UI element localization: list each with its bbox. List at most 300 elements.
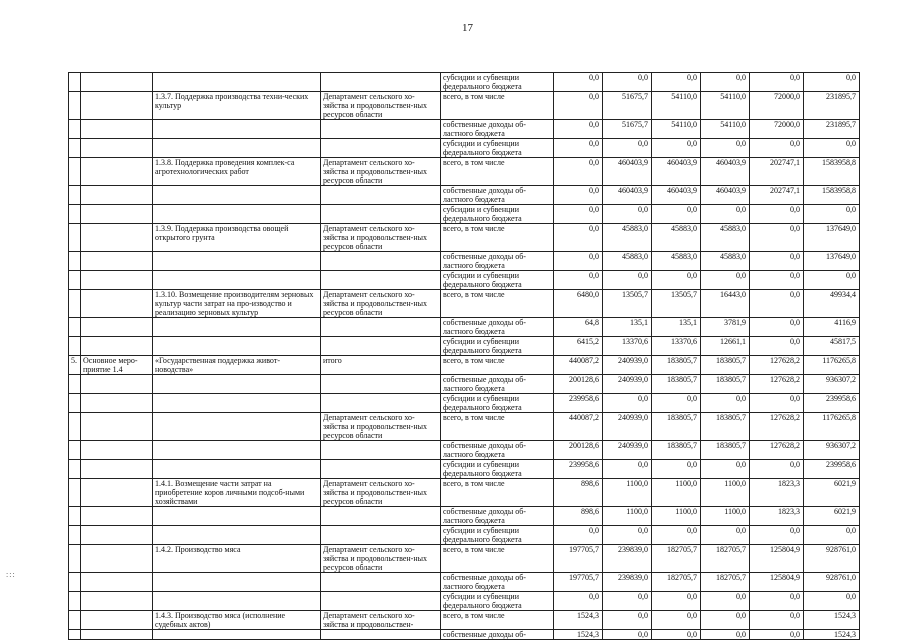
- cell-event: [81, 526, 153, 545]
- cell-total: 231895,7: [804, 120, 860, 139]
- cell-executor: [321, 592, 441, 611]
- cell-num: [69, 479, 81, 507]
- cell-y2023: 202747,1: [750, 186, 804, 205]
- cell-total: 0,0: [804, 139, 860, 158]
- cell-total: 4116,9: [804, 318, 860, 337]
- cell-y2023: 72000,0: [750, 120, 804, 139]
- cell-total: 936307,2: [804, 375, 860, 394]
- table-row: [69, 139, 860, 158]
- cell-measure: [153, 318, 321, 337]
- cell-y2019: 200128,6: [554, 375, 603, 394]
- cell-y2020: 13370,6: [603, 337, 652, 356]
- cell-y2020: 45883,0: [603, 252, 652, 271]
- cell-source: собственные доходы об-ластного бюджета: [441, 318, 554, 337]
- cell-y2022: 183805,7: [701, 441, 750, 460]
- cell-source: собственные доходы об-ластного бюджета: [441, 120, 554, 139]
- cell-y2022: 0,0: [701, 630, 750, 640]
- cell-y2021: 13370,6: [652, 337, 701, 356]
- cell-source: субсидии и субвенции федерального бюджета: [441, 271, 554, 290]
- cell-event: Основное меро-приятие 1.4: [81, 356, 153, 375]
- cell-y2020: 51675,7: [603, 120, 652, 139]
- cell-y2019: 0,0: [554, 252, 603, 271]
- cell-num: 5.: [69, 356, 81, 375]
- cell-executor: Департамент сельского хо-зяйства и продовольствен-ных ресурсов области: [321, 92, 441, 120]
- budget-table: [68, 72, 860, 640]
- cell-measure: [153, 375, 321, 394]
- cell-event: [81, 507, 153, 526]
- cell-y2023: 127628,2: [750, 356, 804, 375]
- cell-y2020: 0,0: [603, 592, 652, 611]
- cell-num: [69, 337, 81, 356]
- cell-total: 239958,6: [804, 460, 860, 479]
- cell-total: 0,0: [804, 526, 860, 545]
- cell-y2021: 0,0: [652, 526, 701, 545]
- cell-y2019: 239958,6: [554, 394, 603, 413]
- cell-y2023: 0,0: [750, 290, 804, 318]
- cell-measure: 1.4.3. Производство мяса (исполнение судебных актов): [153, 611, 321, 630]
- cell-y2023: 0,0: [750, 205, 804, 224]
- cell-y2022: 183805,7: [701, 375, 750, 394]
- cell-y2020: 240939,0: [603, 441, 652, 460]
- cell-y2022: 3781,9: [701, 318, 750, 337]
- cell-num: [69, 375, 81, 394]
- cell-num: [69, 318, 81, 337]
- cell-y2020: 0,0: [603, 394, 652, 413]
- table-row: [69, 394, 860, 413]
- cell-y2020: 240939,0: [603, 375, 652, 394]
- cell-measure: [153, 526, 321, 545]
- table-row: [69, 252, 860, 271]
- cell-num: [69, 92, 81, 120]
- cell-total: 1176265,8: [804, 413, 860, 441]
- cell-total: 1176265,8: [804, 356, 860, 375]
- cell-y2019: 0,0: [554, 139, 603, 158]
- cell-executor: Департамент сельского хо-зяйства и продовольствен-ных ресурсов области: [321, 479, 441, 507]
- cell-executor: [321, 73, 441, 92]
- table-row: [69, 271, 860, 290]
- cell-y2023: 0,0: [750, 252, 804, 271]
- cell-num: [69, 290, 81, 318]
- cell-source: субсидии и субвенции федерального бюджета: [441, 526, 554, 545]
- table-row: [69, 375, 860, 394]
- cell-y2022: 45883,0: [701, 252, 750, 271]
- cell-y2021: 135,1: [652, 318, 701, 337]
- cell-executor: итого: [321, 356, 441, 375]
- cell-y2023: 125804,9: [750, 545, 804, 573]
- cell-measure: 1.4.2. Производство мяса: [153, 545, 321, 573]
- cell-event: [81, 92, 153, 120]
- cell-y2019: 898,6: [554, 507, 603, 526]
- cell-y2019: 1524,3: [554, 630, 603, 640]
- cell-event: [81, 271, 153, 290]
- cell-y2022: 183805,7: [701, 413, 750, 441]
- cell-y2021: 183805,7: [652, 375, 701, 394]
- cell-source: собственные доходы об-ластного бюджета: [441, 507, 554, 526]
- cell-measure: [153, 630, 321, 640]
- cell-measure: 1.3.10. Возмещение производителям зерновых культур части затрат на про-изводство и реализацию зерновых культур: [153, 290, 321, 318]
- cell-y2022: 0,0: [701, 271, 750, 290]
- cell-total: 137649,0: [804, 252, 860, 271]
- cell-y2019: 200128,6: [554, 441, 603, 460]
- table-row: [69, 73, 860, 92]
- table-row: [69, 630, 860, 640]
- cell-num: [69, 73, 81, 92]
- cell-source: всего, в том числе: [441, 290, 554, 318]
- cell-y2023: 0,0: [750, 460, 804, 479]
- cell-y2022: 0,0: [701, 611, 750, 630]
- cell-y2020: 135,1: [603, 318, 652, 337]
- cell-y2021: 460403,9: [652, 186, 701, 205]
- cell-y2023: 1823,3: [750, 507, 804, 526]
- margin-mark: :::: [6, 570, 16, 579]
- table-row: [69, 337, 860, 356]
- cell-executor: Департамент сельского хо-зяйства и продовольствен-ных ресурсов области: [321, 158, 441, 186]
- cell-y2023: 125804,9: [750, 573, 804, 592]
- cell-executor: [321, 394, 441, 413]
- cell-y2021: 45883,0: [652, 252, 701, 271]
- cell-y2021: 183805,7: [652, 441, 701, 460]
- cell-event: [81, 441, 153, 460]
- cell-executor: [321, 337, 441, 356]
- cell-y2022: 45883,0: [701, 224, 750, 252]
- cell-executor: [321, 375, 441, 394]
- cell-y2020: 0,0: [603, 73, 652, 92]
- cell-event: [81, 290, 153, 318]
- cell-measure: «Государственная поддержка живот-новодства»: [153, 356, 321, 375]
- cell-y2019: 0,0: [554, 186, 603, 205]
- cell-source: всего, в том числе: [441, 479, 554, 507]
- cell-total: 1524,3: [804, 630, 860, 640]
- cell-num: [69, 413, 81, 441]
- cell-executor: [321, 441, 441, 460]
- cell-y2022: 0,0: [701, 526, 750, 545]
- cell-source: собственные доходы об-ластного бюджета: [441, 252, 554, 271]
- cell-executor: Департамент сельского хо-зяйства и продовольствен-ных ресурсов области: [321, 290, 441, 318]
- cell-executor: [321, 630, 441, 640]
- cell-event: [81, 460, 153, 479]
- cell-y2021: 183805,7: [652, 356, 701, 375]
- table-row: [69, 186, 860, 205]
- cell-total: 0,0: [804, 592, 860, 611]
- cell-y2023: 1823,3: [750, 479, 804, 507]
- cell-event: [81, 545, 153, 573]
- cell-y2022: 0,0: [701, 394, 750, 413]
- cell-total: 6021,9: [804, 479, 860, 507]
- cell-y2021: 0,0: [652, 394, 701, 413]
- table-row: [69, 460, 860, 479]
- cell-total: 137649,0: [804, 224, 860, 252]
- table-row: [69, 526, 860, 545]
- cell-measure: [153, 337, 321, 356]
- cell-event: [81, 573, 153, 592]
- cell-executor: Департамент сельского хо-зяйства и продовольствен-ных ресурсов области: [321, 224, 441, 252]
- cell-num: [69, 460, 81, 479]
- cell-executor: [321, 271, 441, 290]
- cell-executor: Департамент сельского хо-зяйства и продовольствен-: [321, 611, 441, 630]
- cell-y2020: 240939,0: [603, 356, 652, 375]
- cell-measure: 1.3.8. Поддержка проведения комплек-са агротехнологических работ: [153, 158, 321, 186]
- cell-measure: [153, 441, 321, 460]
- cell-y2019: 0,0: [554, 592, 603, 611]
- cell-executor: Департамент сельского хо-зяйства и продовольствен-ных ресурсов области: [321, 413, 441, 441]
- cell-y2022: 182705,7: [701, 545, 750, 573]
- cell-measure: [153, 186, 321, 205]
- cell-y2019: 64,8: [554, 318, 603, 337]
- cell-measure: [153, 120, 321, 139]
- cell-y2021: 0,0: [652, 73, 701, 92]
- table-row: [69, 413, 860, 441]
- table-row: [69, 611, 860, 630]
- cell-measure: [153, 252, 321, 271]
- cell-y2022: 0,0: [701, 460, 750, 479]
- cell-y2023: 127628,2: [750, 375, 804, 394]
- cell-num: [69, 611, 81, 630]
- cell-event: [81, 413, 153, 441]
- table-row: [69, 318, 860, 337]
- cell-num: [69, 507, 81, 526]
- cell-source: собственные доходы об-ластного бюджета: [441, 186, 554, 205]
- cell-num: [69, 526, 81, 545]
- cell-event: [81, 611, 153, 630]
- cell-num: [69, 139, 81, 158]
- cell-y2020: 45883,0: [603, 224, 652, 252]
- cell-event: [81, 592, 153, 611]
- cell-y2019: 0,0: [554, 224, 603, 252]
- cell-y2022: 460403,9: [701, 158, 750, 186]
- cell-measure: [153, 460, 321, 479]
- cell-measure: [153, 73, 321, 92]
- cell-source: всего, в том числе: [441, 224, 554, 252]
- cell-y2021: 54110,0: [652, 120, 701, 139]
- cell-y2021: 13505,7: [652, 290, 701, 318]
- cell-y2023: 0,0: [750, 394, 804, 413]
- cell-y2021: 1100,0: [652, 507, 701, 526]
- cell-y2020: 460403,9: [603, 186, 652, 205]
- cell-y2019: 197705,7: [554, 573, 603, 592]
- cell-y2021: 0,0: [652, 460, 701, 479]
- cell-y2021: 54110,0: [652, 92, 701, 120]
- cell-y2020: 51675,7: [603, 92, 652, 120]
- cell-y2022: 182705,7: [701, 573, 750, 592]
- cell-y2022: 183805,7: [701, 356, 750, 375]
- cell-total: 1583958,8: [804, 158, 860, 186]
- cell-y2019: 0,0: [554, 120, 603, 139]
- cell-num: [69, 573, 81, 592]
- cell-y2019: 0,0: [554, 205, 603, 224]
- cell-y2019: 0,0: [554, 92, 603, 120]
- table-row: [69, 479, 860, 507]
- cell-event: [81, 139, 153, 158]
- cell-num: [69, 271, 81, 290]
- cell-y2020: 0,0: [603, 611, 652, 630]
- cell-event: [81, 337, 153, 356]
- cell-event: [81, 630, 153, 640]
- cell-source: субсидии и субвенции федерального бюджета: [441, 460, 554, 479]
- cell-event: [81, 73, 153, 92]
- cell-y2019: 440087,2: [554, 356, 603, 375]
- cell-y2023: 72000,0: [750, 92, 804, 120]
- cell-source: субсидии и субвенции федерального бюджета: [441, 592, 554, 611]
- cell-source: субсидии и субвенции федерального бюджета: [441, 205, 554, 224]
- cell-y2020: 239839,0: [603, 573, 652, 592]
- cell-source: субсидии и субвенции федерального бюджета: [441, 139, 554, 158]
- cell-y2021: 0,0: [652, 630, 701, 640]
- cell-event: [81, 375, 153, 394]
- table-row: [69, 573, 860, 592]
- cell-y2023: 0,0: [750, 318, 804, 337]
- cell-num: [69, 186, 81, 205]
- cell-y2020: 1100,0: [603, 507, 652, 526]
- cell-y2021: 0,0: [652, 611, 701, 630]
- cell-measure: 1.3.9. Поддержка производства овощей открытого грунта: [153, 224, 321, 252]
- cell-y2022: 0,0: [701, 205, 750, 224]
- cell-measure: [153, 271, 321, 290]
- cell-num: [69, 394, 81, 413]
- cell-y2020: 0,0: [603, 630, 652, 640]
- cell-y2021: 183805,7: [652, 413, 701, 441]
- cell-measure: [153, 139, 321, 158]
- cell-y2023: 0,0: [750, 630, 804, 640]
- cell-y2021: 0,0: [652, 139, 701, 158]
- cell-y2022: 0,0: [701, 592, 750, 611]
- cell-num: [69, 224, 81, 252]
- cell-executor: [321, 526, 441, 545]
- cell-y2022: 1100,0: [701, 479, 750, 507]
- cell-total: 0,0: [804, 271, 860, 290]
- cell-y2022: 12661,1: [701, 337, 750, 356]
- cell-y2019: 0,0: [554, 526, 603, 545]
- cell-event: [81, 224, 153, 252]
- table-row: [69, 441, 860, 460]
- cell-y2022: 54110,0: [701, 92, 750, 120]
- cell-y2022: 0,0: [701, 73, 750, 92]
- cell-total: 45817,5: [804, 337, 860, 356]
- table-row: [69, 158, 860, 186]
- cell-total: 1583958,8: [804, 186, 860, 205]
- table-body: [69, 73, 860, 640]
- cell-source: субсидии и субвенции федерального бюджета: [441, 337, 554, 356]
- cell-y2020: 460403,9: [603, 158, 652, 186]
- cell-total: 0,0: [804, 73, 860, 92]
- cell-y2019: 6480,0: [554, 290, 603, 318]
- cell-measure: [153, 507, 321, 526]
- cell-y2019: 197705,7: [554, 545, 603, 573]
- cell-y2022: 1100,0: [701, 507, 750, 526]
- cell-total: 49934,4: [804, 290, 860, 318]
- table-row: [69, 224, 860, 252]
- cell-total: 928761,0: [804, 573, 860, 592]
- cell-total: 936307,2: [804, 441, 860, 460]
- cell-executor: Департамент сельского хо-зяйства и продовольствен-ных ресурсов области: [321, 545, 441, 573]
- cell-y2023: 0,0: [750, 526, 804, 545]
- table-row: [69, 290, 860, 318]
- cell-y2023: 202747,1: [750, 158, 804, 186]
- cell-executor: [321, 205, 441, 224]
- cell-source: всего, в том числе: [441, 356, 554, 375]
- cell-y2023: 0,0: [750, 271, 804, 290]
- cell-measure: [153, 413, 321, 441]
- cell-num: [69, 592, 81, 611]
- cell-y2023: 127628,2: [750, 413, 804, 441]
- cell-y2020: 13505,7: [603, 290, 652, 318]
- cell-source: всего, в том числе: [441, 92, 554, 120]
- cell-y2020: 240939,0: [603, 413, 652, 441]
- cell-executor: [321, 573, 441, 592]
- cell-executor: [321, 507, 441, 526]
- cell-y2021: 182705,7: [652, 573, 701, 592]
- cell-num: [69, 441, 81, 460]
- table-row: [69, 120, 860, 139]
- cell-y2021: 0,0: [652, 205, 701, 224]
- cell-y2022: 16443,0: [701, 290, 750, 318]
- cell-y2021: 0,0: [652, 271, 701, 290]
- cell-source: субсидии и субвенции федерального бюджета: [441, 73, 554, 92]
- cell-total: 6021,9: [804, 507, 860, 526]
- cell-measure: 1.4.1. Возмещение части затрат на приобретение коров личными подсоб-ными хозяйствами: [153, 479, 321, 507]
- cell-y2019: 0,0: [554, 158, 603, 186]
- cell-measure: [153, 394, 321, 413]
- cell-y2019: 898,6: [554, 479, 603, 507]
- cell-event: [81, 252, 153, 271]
- cell-y2021: 460403,9: [652, 158, 701, 186]
- cell-executor: [321, 186, 441, 205]
- table-row: [69, 205, 860, 224]
- cell-num: [69, 545, 81, 573]
- cell-num: [69, 158, 81, 186]
- cell-executor: [321, 252, 441, 271]
- cell-y2020: 0,0: [603, 139, 652, 158]
- cell-y2023: 0,0: [750, 73, 804, 92]
- cell-source: всего, в том числе: [441, 611, 554, 630]
- cell-y2020: 0,0: [603, 460, 652, 479]
- table-row: [69, 545, 860, 573]
- cell-source: всего, в том числе: [441, 545, 554, 573]
- cell-y2022: 460403,9: [701, 186, 750, 205]
- cell-source: собственные доходы об-: [441, 630, 554, 640]
- cell-measure: [153, 205, 321, 224]
- table-row: [69, 356, 860, 375]
- cell-y2023: 0,0: [750, 611, 804, 630]
- cell-y2019: 1524,3: [554, 611, 603, 630]
- cell-y2021: 45883,0: [652, 224, 701, 252]
- cell-y2023: 0,0: [750, 224, 804, 252]
- cell-y2023: 0,0: [750, 592, 804, 611]
- cell-y2022: 54110,0: [701, 120, 750, 139]
- cell-num: [69, 205, 81, 224]
- cell-source: собственные доходы об-ластного бюджета: [441, 573, 554, 592]
- cell-y2023: 127628,2: [750, 441, 804, 460]
- cell-y2020: 1100,0: [603, 479, 652, 507]
- cell-y2023: 0,0: [750, 337, 804, 356]
- cell-y2021: 1100,0: [652, 479, 701, 507]
- cell-measure: 1.3.7. Поддержка производства техни-ческих культур: [153, 92, 321, 120]
- page-number: 17: [462, 22, 473, 34]
- cell-y2020: 0,0: [603, 526, 652, 545]
- table-row: [69, 507, 860, 526]
- cell-source: всего, в том числе: [441, 413, 554, 441]
- cell-event: [81, 318, 153, 337]
- cell-source: собственные доходы об-ластного бюджета: [441, 375, 554, 394]
- cell-y2020: 0,0: [603, 271, 652, 290]
- budget-table-sheet: [68, 72, 860, 640]
- cell-source: собственные доходы об-ластного бюджета: [441, 441, 554, 460]
- cell-executor: [321, 318, 441, 337]
- cell-num: [69, 120, 81, 139]
- cell-y2019: 239958,6: [554, 460, 603, 479]
- cell-source: субсидии и субвенции федерального бюджета: [441, 394, 554, 413]
- cell-total: 928761,0: [804, 545, 860, 573]
- cell-source: всего, в том числе: [441, 158, 554, 186]
